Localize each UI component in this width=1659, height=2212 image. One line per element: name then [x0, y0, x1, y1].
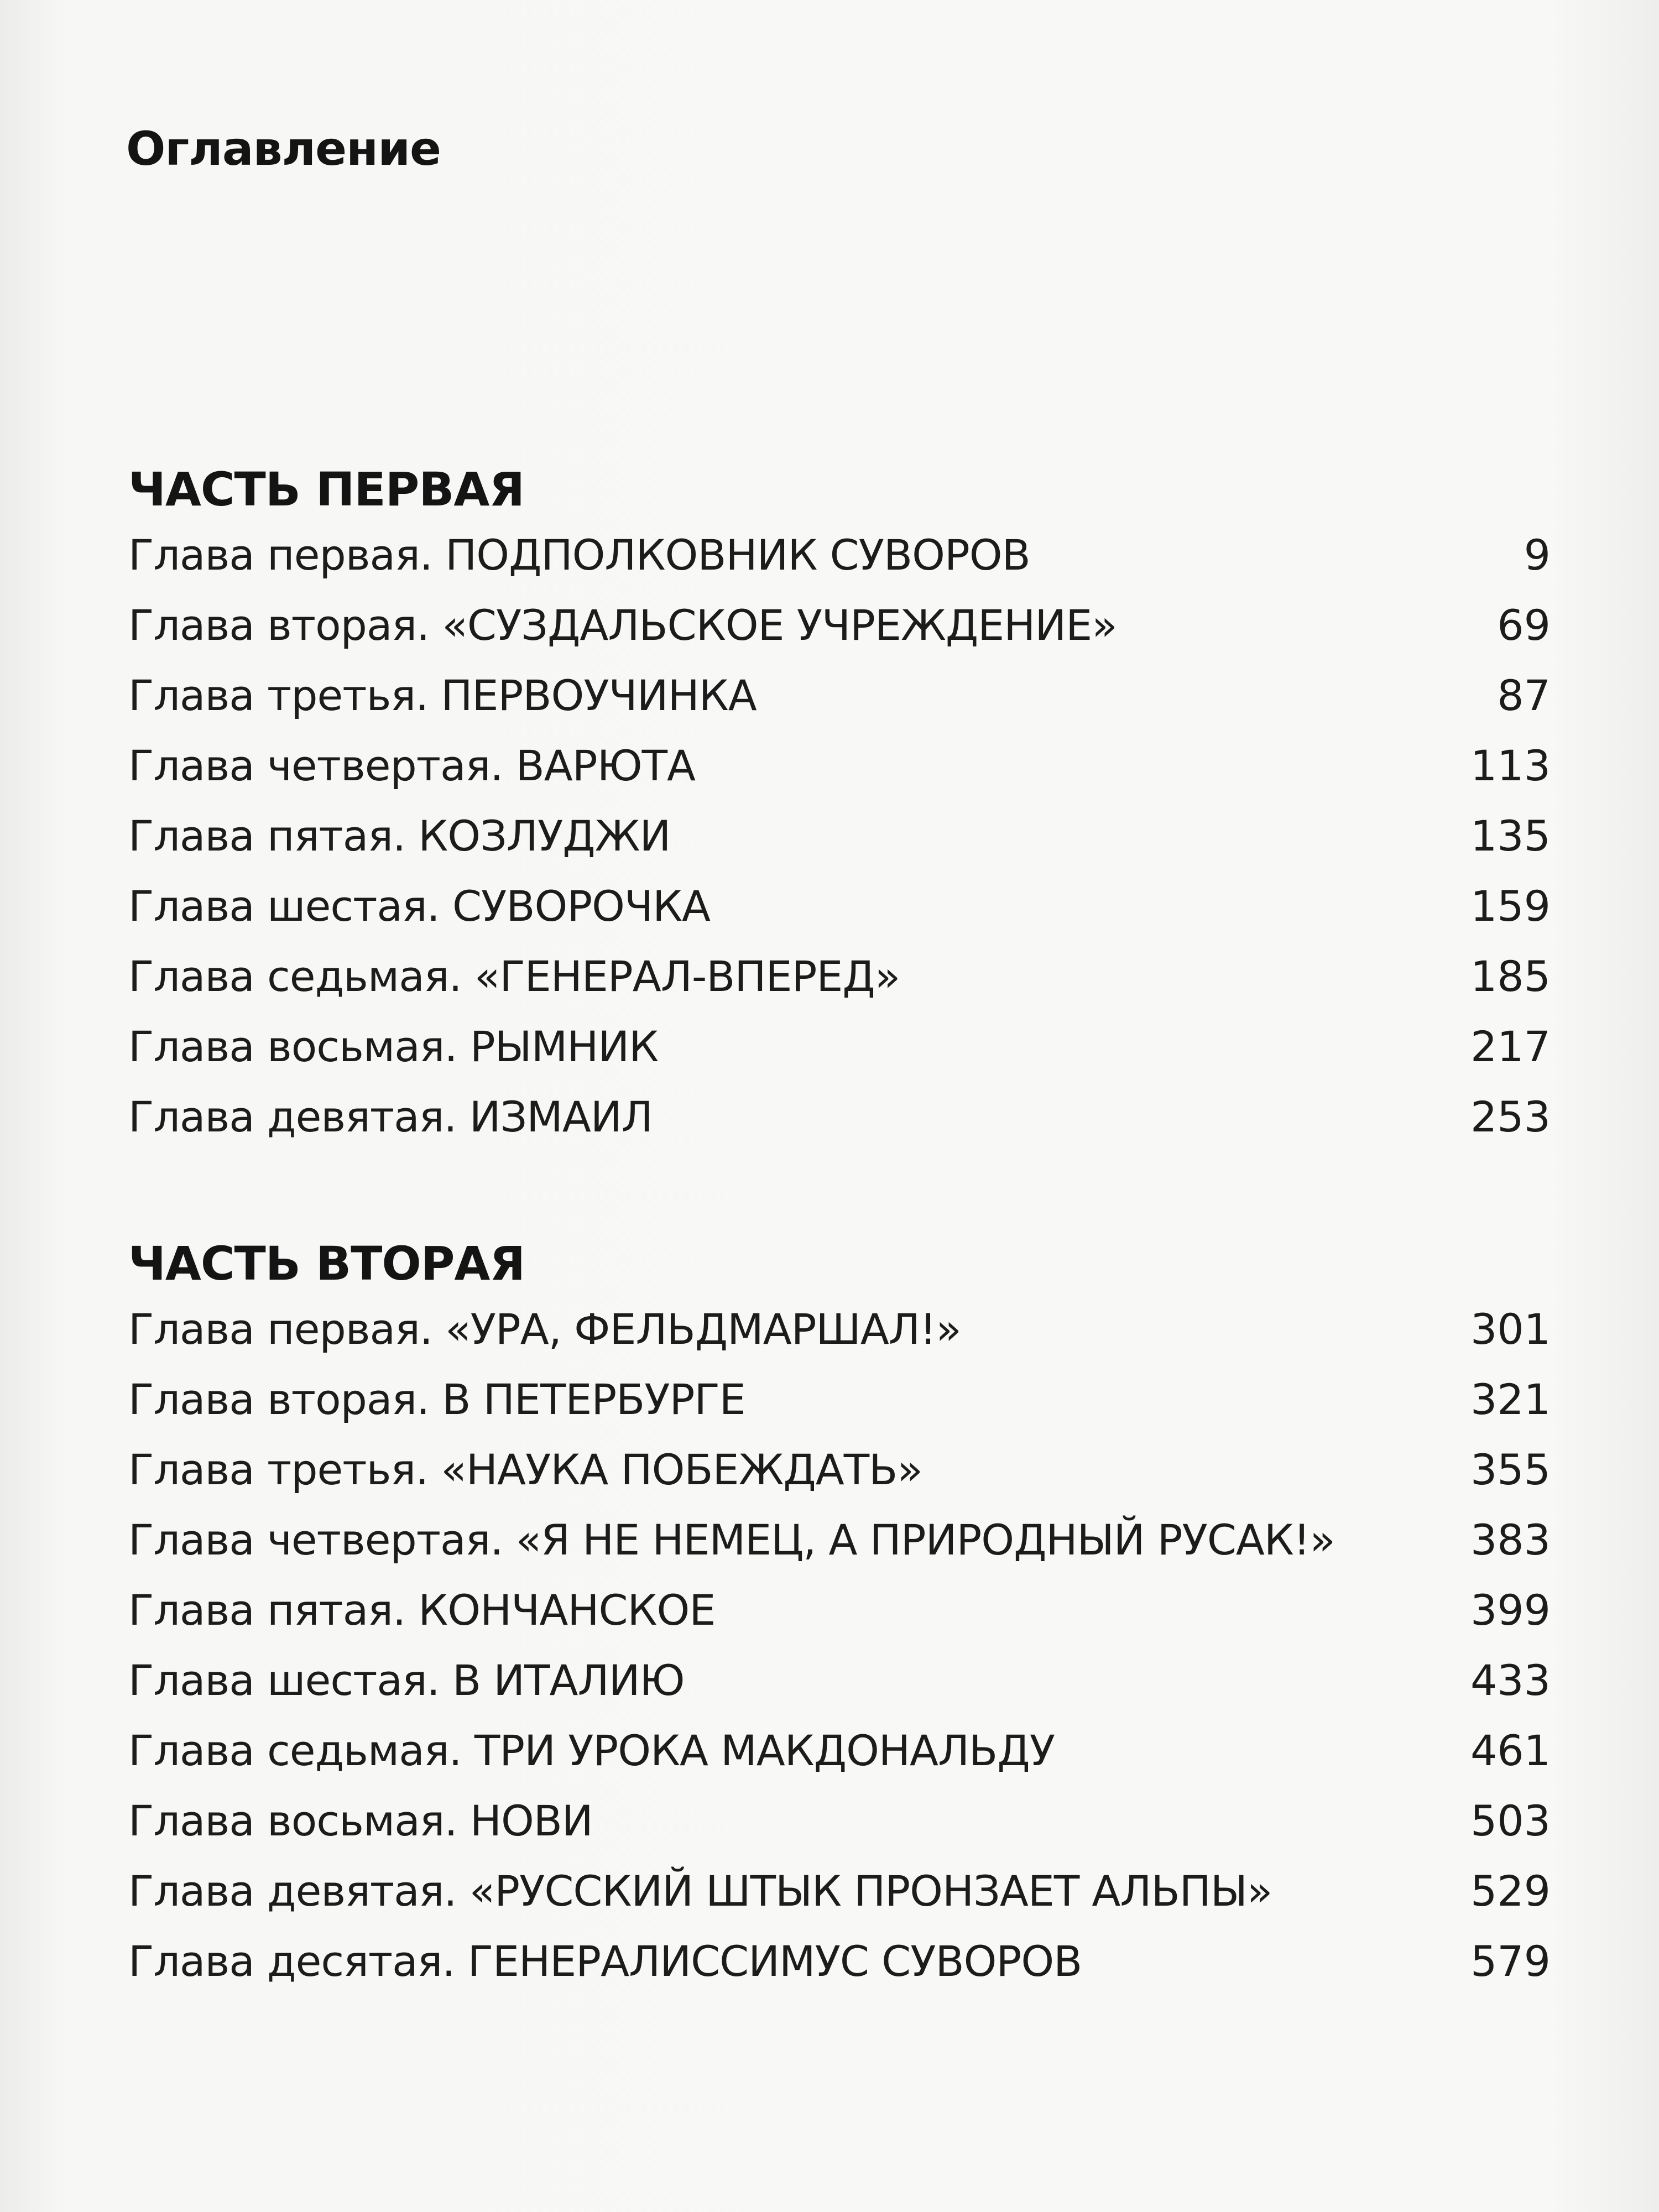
- chapter-page-number: 301: [1470, 1305, 1551, 1354]
- chapter-title: Глава третья. ПЕРВОУЧИНКА: [128, 671, 757, 720]
- chapter-title: Глава третья. «НАУКА ПОБЕЖДАТЬ»: [128, 1445, 922, 1494]
- chapter-page-number: 503: [1470, 1796, 1551, 1845]
- chapter-row: [128, 1505, 1566, 1575]
- chapter-title: Глава первая. ПОДПОЛКОВНИК СУВОРОВ: [128, 530, 1030, 580]
- chapter-title: Глава вторая. В ПЕТЕРБУРГЕ: [128, 1375, 745, 1424]
- chapter-row: [128, 1645, 1566, 1715]
- chapter-page-number: 159: [1470, 881, 1551, 931]
- chapter-title: Глава первая. «УРА, ФЕЛЬДМАРШАЛ!»: [128, 1305, 961, 1354]
- chapter-row: [128, 1926, 1566, 1996]
- chapter-title: Глава восьмая. НОВИ: [128, 1796, 593, 1845]
- chapter-row: [128, 1856, 1566, 1926]
- chapter-page-number: 355: [1470, 1445, 1551, 1494]
- chapter-title: Глава шестая. В ИТАЛИЮ: [128, 1656, 685, 1705]
- chapter-title: Глава десятая. ГЕНЕРАЛИССИМУС СУВОРОВ: [128, 1937, 1082, 1986]
- chapter-row: [128, 520, 1566, 590]
- chapter-row: [128, 1294, 1566, 1364]
- chapter-page-number: 217: [1470, 1022, 1551, 1071]
- chapter-title: Глава девятая. «РУССКИЙ ШТЫК ПРОНЗАЕТ АЛЬПЫ»: [128, 1866, 1272, 1916]
- chapter-title: Глава пятая. КОЗЛУДЖИ: [128, 811, 671, 860]
- chapter-title: Глава восьмая. РЫМНИК: [128, 1022, 659, 1071]
- chapter-title: Глава четвертая. «Я НЕ НЕМЕЦ, А ПРИРОДНЫЙ РУСАК!»: [128, 1515, 1335, 1564]
- chapter-row: [128, 871, 1566, 941]
- chapter-page-number: 113: [1470, 741, 1551, 790]
- chapter-page-number: 135: [1470, 811, 1551, 860]
- chapter-page-number: 399: [1470, 1585, 1551, 1635]
- chapter-page-number: 87: [1497, 671, 1551, 720]
- chapter-page-number: 461: [1470, 1726, 1551, 1775]
- chapter-row: [128, 731, 1566, 801]
- chapter-page-number: 253: [1470, 1092, 1551, 1141]
- part-two: [128, 1233, 1566, 1996]
- chapter-row: [128, 1011, 1566, 1082]
- chapter-title: Глава вторая. «СУЗДАЛЬСКОЕ УЧРЕЖДЕНИЕ»: [128, 601, 1117, 650]
- chapter-row: [128, 1434, 1566, 1505]
- chapter-page-number: 579: [1470, 1937, 1551, 1986]
- part-one: [128, 459, 1566, 1152]
- chapter-row: [128, 590, 1566, 660]
- part-heading: ЧАСТЬ ПЕРВАЯ: [128, 462, 525, 517]
- chapter-title: Глава четвертая. ВАРЮТА: [128, 741, 696, 790]
- part-heading: ЧАСТЬ ВТОРАЯ: [128, 1237, 525, 1291]
- chapter-row: [128, 1082, 1566, 1152]
- chapter-list: [128, 520, 1566, 1152]
- chapter-page-number: 529: [1470, 1866, 1551, 1916]
- chapter-row: [128, 1364, 1566, 1434]
- chapter-row: [128, 1715, 1566, 1786]
- chapter-page-number: 321: [1470, 1375, 1551, 1424]
- chapter-row: [128, 1575, 1566, 1645]
- chapter-row: [128, 941, 1566, 1011]
- chapter-title: Глава шестая. СУВОРОЧКА: [128, 881, 711, 931]
- chapter-page-number: 383: [1470, 1515, 1551, 1564]
- chapter-page-number: 185: [1470, 952, 1551, 1001]
- chapter-title: Глава девятая. ИЗМАИЛ: [128, 1092, 653, 1141]
- page-title: Оглавление: [126, 122, 441, 176]
- chapter-row: [128, 660, 1566, 731]
- chapter-page-number: 9: [1524, 530, 1551, 580]
- chapter-row: [128, 1786, 1566, 1856]
- chapter-page-number: 69: [1497, 601, 1551, 650]
- chapter-row: [128, 801, 1566, 871]
- chapter-title: Глава седьмая. «ГЕНЕРАЛ-ВПЕРЕД»: [128, 952, 900, 1001]
- chapter-page-number: 433: [1470, 1656, 1551, 1705]
- chapter-list: [128, 1294, 1566, 1996]
- chapter-title: Глава пятая. КОНЧАНСКОЕ: [128, 1585, 716, 1635]
- chapter-title: Глава седьмая. ТРИ УРОКА МАКДОНАЛЬДУ: [128, 1726, 1055, 1775]
